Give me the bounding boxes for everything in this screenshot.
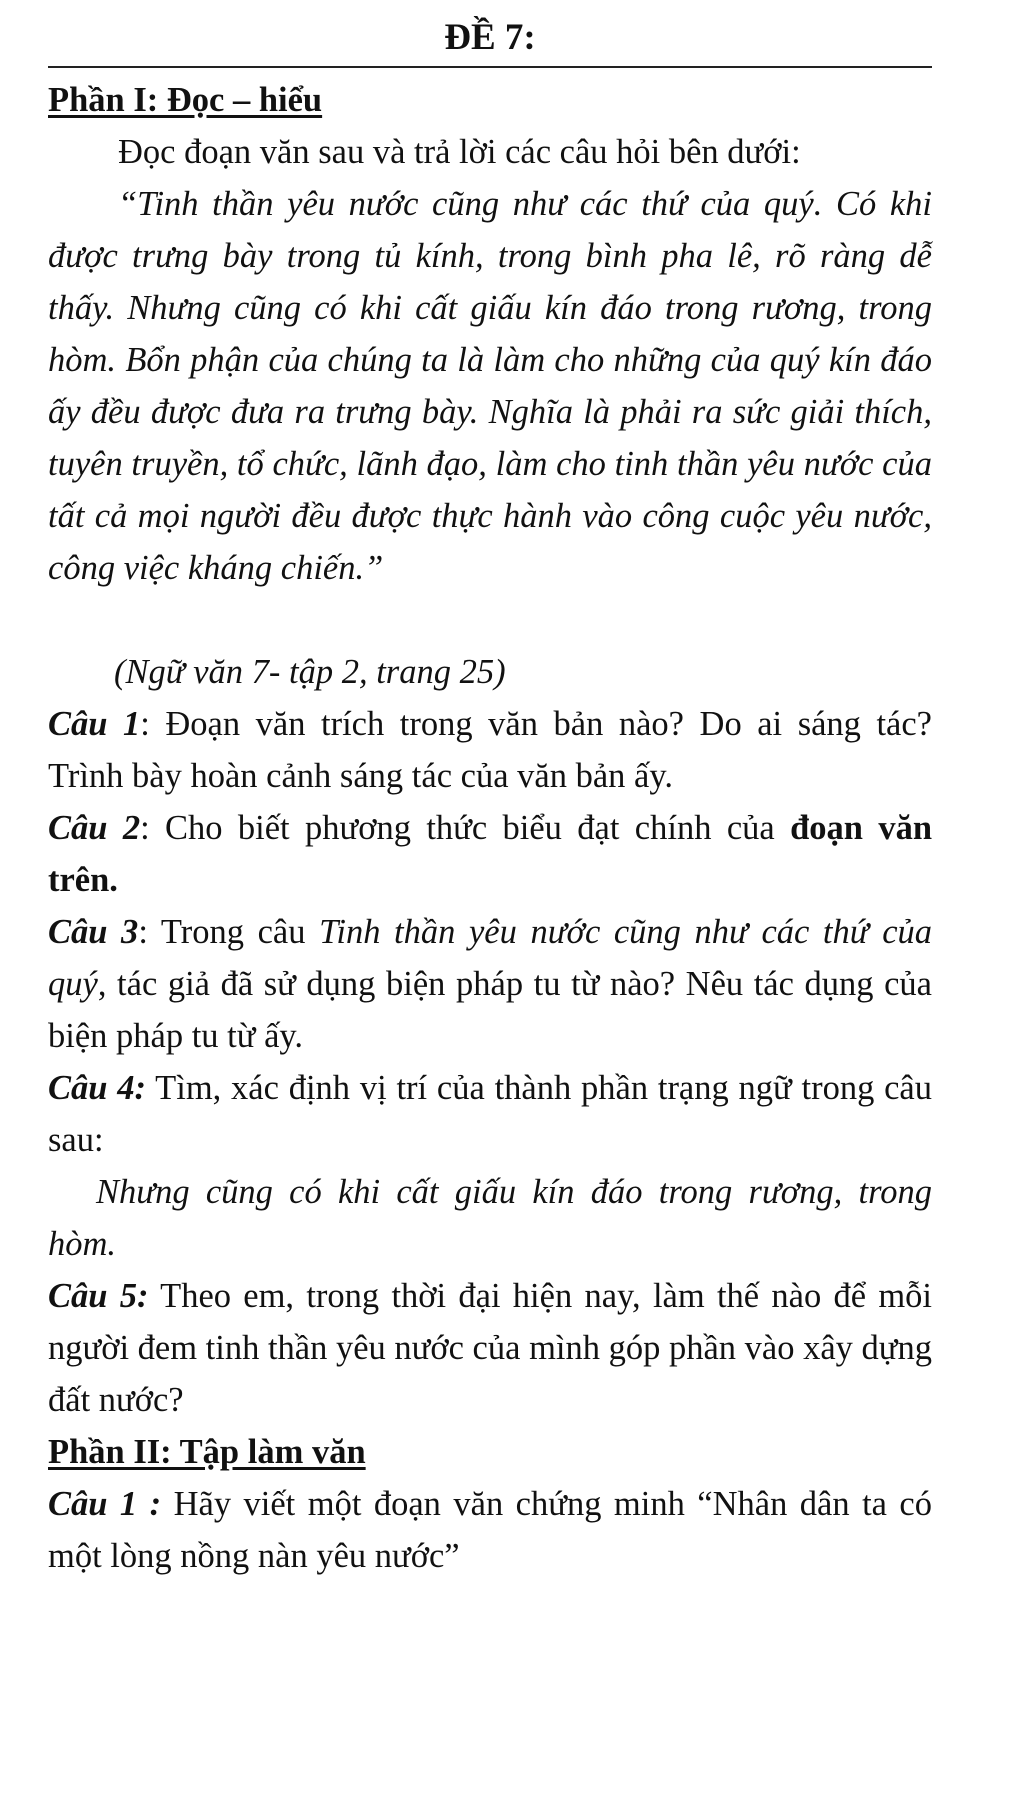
question-1 <box>48 698 932 802</box>
question-4-label: Câu 4: <box>48 1069 146 1107</box>
question-2-bold-tail: đoạn văn trên. <box>48 809 933 899</box>
page-title: ĐỀ 7: <box>444 17 536 58</box>
question-5-text: Theo em, trong thời đại hiện nay, làm thế nào để mỗi người đem tinh thần yêu nước của mình góp phần vào xây dựng đất nước? <box>48 1277 932 1419</box>
question-3-quoted-sentence: Tinh thần yêu nước cũng như các thứ của quý <box>48 913 933 1003</box>
question-1-text: Đoạn văn trích trong văn bản nào? Do ai sáng tác? Trình bày hoàn cảnh sáng tác của văn bản ấy. <box>48 705 932 795</box>
question-4-text: Tìm, xác định vị trí của thành phần trạng ngữ trong câu sau: <box>48 1069 932 1159</box>
question-2-label: Câu 2 <box>48 809 141 847</box>
question-2 <box>48 802 932 906</box>
document-body <box>48 74 932 1582</box>
passage-spacer <box>48 594 932 646</box>
essay-question-1-text: Hãy viết một đoạn văn chứng minh “Nhân dân ta có một lòng nồng nàn yêu nước” <box>48 1485 932 1575</box>
question-1-label: Câu 1 <box>48 705 141 743</box>
question-5 <box>48 1270 932 1426</box>
document-page <box>48 0 932 1820</box>
question-3 <box>48 906 932 1062</box>
question-3-sep: : <box>138 913 161 951</box>
passage-source: (Ngữ văn 7- tập 2, trang 25) <box>114 653 506 691</box>
title-divider <box>48 66 932 68</box>
part1-title: Phần I: Đọc – hiểu <box>48 81 323 119</box>
essay-question-1 <box>48 1478 932 1582</box>
question-4-example: Nhưng cũng có khi cất giấu kín đáo trong rương, trong hòm. <box>48 1173 932 1263</box>
essay-question-1-sep <box>161 1485 173 1523</box>
question-3-text-before: Trong câu <box>160 913 320 951</box>
reading-passage: “Tinh thần yêu nước cũng như các thứ của quý. Có khi được trưng bày trong tủ kính, trong bình pha lê, rõ ràng dễ thấy. Nhưng cũng có khi cất giấu kín đáo trong rương, trong hòm. Bổn phận của chúng ta là làm cho những của quý kín đáo ấy đều được đưa ra trưng bày. Nghĩa là phải ra sức giải thích, tuyên truyền, tổ chức, lãnh đạo, làm cho tinh thần yêu nước của tất cả mọi người đều được thực hành vào công cuộc yêu nước, công việc kháng chiến.” <box>48 185 932 587</box>
question-5-label: Câu 5: <box>48 1277 149 1315</box>
part1-instruction: Đọc đoạn văn sau và trả lời các câu hỏi bên dưới: <box>118 133 801 171</box>
question-4-sep <box>146 1069 155 1107</box>
question-4 <box>48 1062 932 1166</box>
question-3-label: Câu 3 <box>48 913 139 951</box>
part2-title: Phần II: Tập làm văn <box>48 1433 366 1471</box>
question-2-text: Cho biết phương thức biểu đạt chính của <box>165 809 791 847</box>
essay-question-1-label: Câu 1 : <box>48 1485 162 1523</box>
question-3-text-after: , tác giả đã sử dụng biện pháp tu từ nào? Nêu tác dụng của biện pháp tu từ ấy. <box>48 965 932 1055</box>
question-5-sep <box>148 1277 160 1315</box>
question-1-sep: : <box>140 705 166 743</box>
question-2-sep: : <box>140 809 166 847</box>
